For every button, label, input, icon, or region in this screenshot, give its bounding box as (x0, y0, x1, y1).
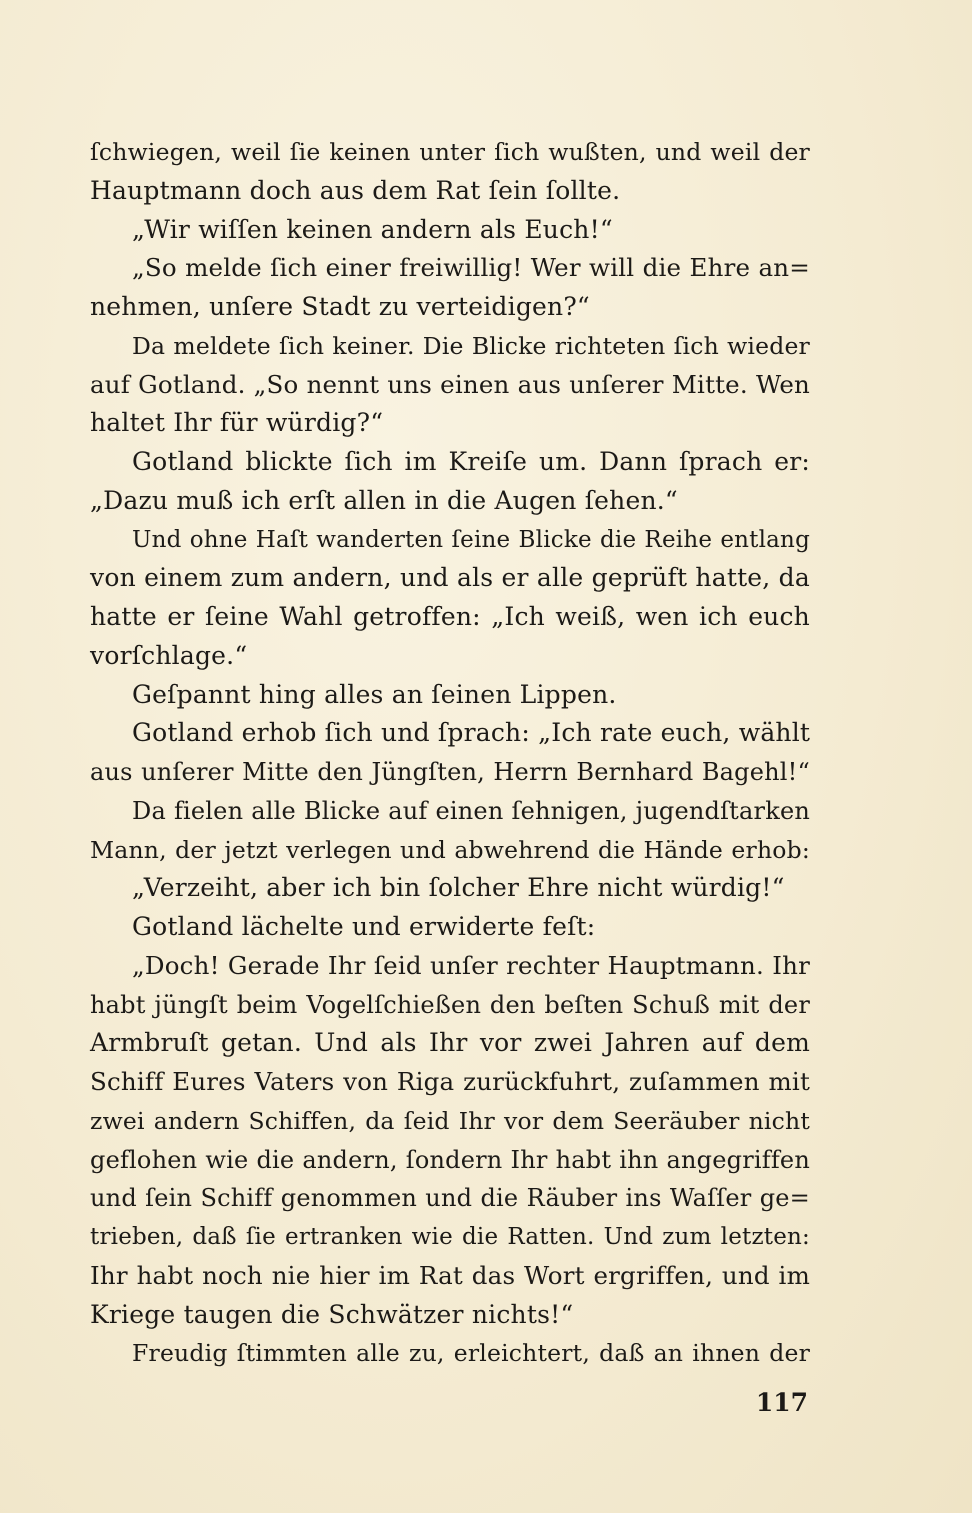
text-line: „So melde ſich einer freiwillig! Wer will die Ehre an= (132, 253, 810, 283)
text-line: Da fielen alle Blicke auf einen ſehnigen, jugendſtarken (132, 796, 810, 825)
text-line: Gotland erhob ſich und ſprach: „Ich rate euch, wählt (132, 718, 811, 748)
text-line: vorſchlage.“ (90, 640, 248, 670)
text-line: und ſein Schiff genommen und die Räuber ins Waſſer ge= (90, 1184, 810, 1213)
text-line: hatte er ſeine Wahl getroffen: „Ich weiß, wen ich euch (90, 602, 810, 631)
text-line: „Dazu muß ich erſt allen in die Augen ſehen.“ (90, 485, 678, 515)
text-line: Schiff Eures Vaters von Riga zurückfuhrt, zuſammen mit (90, 1067, 810, 1096)
body-text (90, 133, 810, 1373)
text-line: „Verzeiht, aber ich bin ſolcher Ehre nicht würdig!“ (132, 873, 785, 903)
text-line: habt jüngſt beim Vogelſchießen den beſten Schuß mit der (90, 990, 810, 1019)
text-line: Da meldete ſich keiner. Die Blicke richteten ſich wieder (132, 331, 810, 360)
text-line: Mann, der jetzt verlegen und abwehrend die Hände erhob: (90, 835, 810, 864)
text-line: „Wir wiſſen keinen andern als Euch!“ (132, 214, 613, 244)
text-line: Geſpannt hing alles an ſeinen Lippen. (132, 679, 617, 709)
text-line: Und ohne Haſt wanderten ſeine Blicke die Reihe entlang (132, 526, 810, 553)
text-line: ſchwiegen, weil ſie keinen unter ſich wußten, und weil der (90, 138, 810, 166)
page-number: 117 (755, 1388, 808, 1417)
text-line: nehmen, unſere Stadt zu verteidigen?“ (90, 292, 590, 321)
text-line: Freudig ſtimmten alle zu, erleichtert, daß an ihnen der (132, 1339, 810, 1368)
text-line: Armbruſt getan. Und als Ihr vor zwei Jahren auf dem (90, 1028, 810, 1058)
text-line: von einem zum andern, und als er alle geprüft hatte, da (90, 563, 810, 593)
text-line: Ihr habt noch nie hier im Rat das Wort ergriffen, und im (90, 1260, 810, 1290)
text-line: zwei andern Schiffen, da ſeid Ihr vor dem Seeräuber nicht (90, 1106, 810, 1135)
text-line: Gotland lächelte und erwiderte feſt: (132, 912, 596, 941)
text-line: geflohen wie die andern, ſondern Ihr habt ihn angegriffen (90, 1145, 810, 1174)
text-line: trieben, daß ſie ertranken wie die Ratten. Und zum letzten: (90, 1224, 810, 1250)
text-line: Gotland blickte ſich im Kreiſe um. Dann ſprach er: (132, 447, 810, 476)
text-line: aus unſerer Mitte den Jüngſten, Herrn Bernhard Bagehl!“ (90, 758, 810, 786)
text-line: auf Gotland. „So nennt uns einen aus unſerer Mitte. Wen (90, 369, 810, 399)
text-line: „Doch! Gerade Ihr ſeid unſer rechter Hauptmann. Ihr (132, 950, 810, 980)
text-line: Kriege taugen die Schwätzer nichts!“ (90, 1299, 574, 1329)
text-line: Hauptmann doch aus dem Rat ſein ſollte. (90, 175, 621, 205)
text-line: haltet Ihr für würdig?“ (90, 408, 384, 438)
